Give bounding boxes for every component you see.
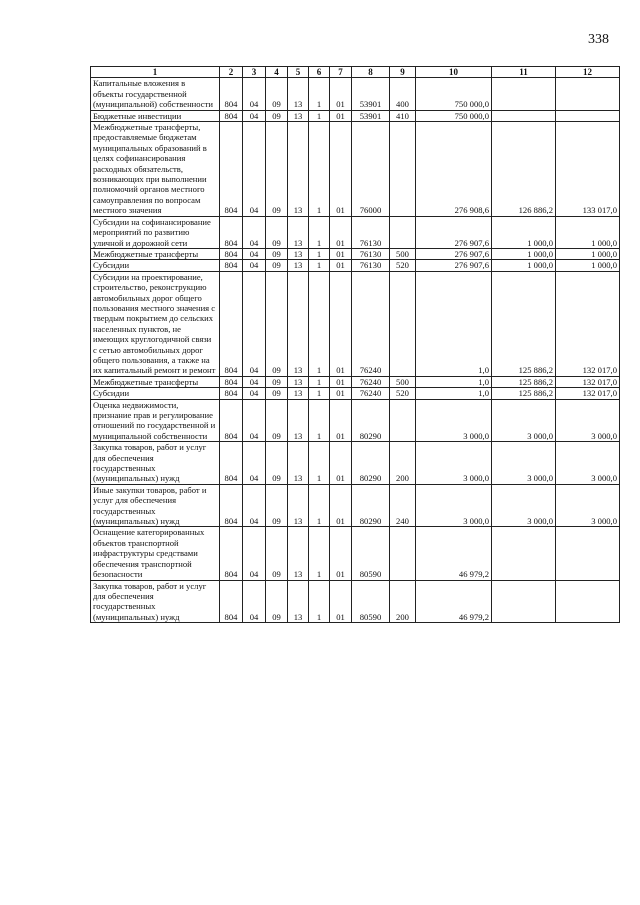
amount-col-10: 750 000,0 <box>416 110 492 121</box>
budget-table <box>90 66 620 623</box>
col-header: 4 <box>266 67 288 78</box>
code-subprogram: 1 <box>309 484 330 527</box>
amount-col-11: 1 000,0 <box>492 260 556 271</box>
row-name: Межбюджетные трансферты <box>91 376 220 387</box>
code-program: 13 <box>288 580 309 623</box>
code-section: 04 <box>243 376 266 387</box>
code-section: 04 <box>243 484 266 527</box>
code-direction: 80290 <box>352 399 390 442</box>
row-name: Оснащение категорированных объектов транспортной инфраструктуры средствами обеспечения транспортной безопасности <box>91 527 220 580</box>
code-program: 13 <box>288 376 309 387</box>
table-row <box>91 484 620 527</box>
code-subsection: 09 <box>266 271 288 376</box>
code-subsection: 09 <box>266 248 288 259</box>
code-expense-type: 500 <box>390 248 416 259</box>
row-name: Субсидии <box>91 388 220 399</box>
amount-col-10: 276 908,6 <box>416 122 492 217</box>
code-admin: 804 <box>220 376 243 387</box>
code-admin: 804 <box>220 110 243 121</box>
code-section: 04 <box>243 388 266 399</box>
col-header: 6 <box>309 67 330 78</box>
code-section: 04 <box>243 580 266 623</box>
code-subprogram: 1 <box>309 122 330 217</box>
code-expense-type: 240 <box>390 484 416 527</box>
code-direction: 76240 <box>352 271 390 376</box>
code-measure: 01 <box>330 122 352 217</box>
amount-col-10: 276 907,6 <box>416 248 492 259</box>
code-expense-type: 410 <box>390 110 416 121</box>
code-expense-type <box>390 399 416 442</box>
code-program: 13 <box>288 122 309 217</box>
code-direction: 76240 <box>352 388 390 399</box>
amount-col-10: 276 907,6 <box>416 260 492 271</box>
code-program: 13 <box>288 399 309 442</box>
code-admin: 804 <box>220 248 243 259</box>
amount-col-12 <box>556 580 620 623</box>
code-program: 13 <box>288 260 309 271</box>
code-program: 13 <box>288 442 309 485</box>
code-direction: 80590 <box>352 527 390 580</box>
code-measure: 01 <box>330 271 352 376</box>
code-admin: 804 <box>220 580 243 623</box>
code-admin: 804 <box>220 78 243 110</box>
code-subprogram: 1 <box>309 376 330 387</box>
amount-col-11: 1 000,0 <box>492 216 556 248</box>
code-measure: 01 <box>330 248 352 259</box>
col-header: 1 <box>91 67 220 78</box>
amount-col-12: 132 017,0 <box>556 271 620 376</box>
amount-col-10: 3 000,0 <box>416 484 492 527</box>
row-name: Иные закупки товаров, работ и услуг для обеспечения государственных (муниципальных) нужд <box>91 484 220 527</box>
code-direction: 80290 <box>352 484 390 527</box>
code-measure: 01 <box>330 260 352 271</box>
code-expense-type <box>390 216 416 248</box>
amount-col-10: 3 000,0 <box>416 442 492 485</box>
code-measure: 01 <box>330 442 352 485</box>
amount-col-10: 276 907,6 <box>416 216 492 248</box>
code-measure: 01 <box>330 580 352 623</box>
code-section: 04 <box>243 216 266 248</box>
amount-col-11 <box>492 527 556 580</box>
code-section: 04 <box>243 442 266 485</box>
amount-col-10: 46 979,2 <box>416 527 492 580</box>
amount-col-10: 1,0 <box>416 376 492 387</box>
amount-col-12: 3 000,0 <box>556 399 620 442</box>
code-measure: 01 <box>330 78 352 110</box>
amount-col-10: 46 979,2 <box>416 580 492 623</box>
code-subsection: 09 <box>266 580 288 623</box>
row-name: Межбюджетные трансферты <box>91 248 220 259</box>
table-header-row <box>91 67 620 78</box>
table-row <box>91 388 620 399</box>
code-subsection: 09 <box>266 442 288 485</box>
code-admin: 804 <box>220 388 243 399</box>
code-expense-type: 520 <box>390 388 416 399</box>
amount-col-11 <box>492 580 556 623</box>
code-direction: 76240 <box>352 376 390 387</box>
code-program: 13 <box>288 271 309 376</box>
code-expense-type: 520 <box>390 260 416 271</box>
code-section: 04 <box>243 399 266 442</box>
amount-col-12 <box>556 527 620 580</box>
code-direction: 76130 <box>352 248 390 259</box>
code-program: 13 <box>288 388 309 399</box>
code-section: 04 <box>243 527 266 580</box>
amount-col-12: 132 017,0 <box>556 376 620 387</box>
row-name: Закупка товаров, работ и услуг для обеспечения государственных (муниципальных) нужд <box>91 580 220 623</box>
code-section: 04 <box>243 78 266 110</box>
code-subsection: 09 <box>266 399 288 442</box>
row-name: Субсидии на проектирование, строительство, реконструкцию автомобильных дорог общего пользования местного значения с твердым покрытием до сельских населенных пунктов, не имеющих круглогодичной связи с сетью автомобильных дорог общего пользования, а также на их капитальный ремонт и ремонт <box>91 271 220 376</box>
amount-col-12: 132 017,0 <box>556 388 620 399</box>
table-row <box>91 78 620 110</box>
code-subprogram: 1 <box>309 442 330 485</box>
code-expense-type: 200 <box>390 442 416 485</box>
code-admin: 804 <box>220 216 243 248</box>
amount-col-11: 125 886,2 <box>492 388 556 399</box>
code-expense-type <box>390 527 416 580</box>
table-row <box>91 376 620 387</box>
amount-col-12: 1 000,0 <box>556 260 620 271</box>
code-measure: 01 <box>330 484 352 527</box>
code-section: 04 <box>243 248 266 259</box>
code-subprogram: 1 <box>309 260 330 271</box>
code-section: 04 <box>243 122 266 217</box>
col-header: 8 <box>352 67 390 78</box>
code-measure: 01 <box>330 388 352 399</box>
code-program: 13 <box>288 216 309 248</box>
amount-col-12 <box>556 110 620 121</box>
code-expense-type <box>390 271 416 376</box>
amount-col-11 <box>492 78 556 110</box>
code-subprogram: 1 <box>309 580 330 623</box>
code-measure: 01 <box>330 216 352 248</box>
code-subprogram: 1 <box>309 78 330 110</box>
col-header: 3 <box>243 67 266 78</box>
code-expense-type <box>390 122 416 217</box>
code-subprogram: 1 <box>309 110 330 121</box>
table-row <box>91 216 620 248</box>
code-subprogram: 1 <box>309 388 330 399</box>
row-name: Капитальные вложения в объекты государственной (муниципальной) собственности <box>91 78 220 110</box>
amount-col-11: 3 000,0 <box>492 484 556 527</box>
amount-col-11: 3 000,0 <box>492 399 556 442</box>
code-expense-type: 200 <box>390 580 416 623</box>
code-section: 04 <box>243 260 266 271</box>
amount-col-10: 750 000,0 <box>416 78 492 110</box>
amount-col-10: 1,0 <box>416 388 492 399</box>
row-name: Закупка товаров, работ и услуг для обеспечения государственных (муниципальных) нужд <box>91 442 220 485</box>
code-subprogram: 1 <box>309 216 330 248</box>
amount-col-11: 125 886,2 <box>492 376 556 387</box>
code-measure: 01 <box>330 110 352 121</box>
code-measure: 01 <box>330 527 352 580</box>
amount-col-11: 125 886,2 <box>492 271 556 376</box>
code-program: 13 <box>288 78 309 110</box>
code-subprogram: 1 <box>309 527 330 580</box>
amount-col-11: 126 886,2 <box>492 122 556 217</box>
table-row <box>91 271 620 376</box>
code-subsection: 09 <box>266 122 288 217</box>
code-section: 04 <box>243 110 266 121</box>
code-admin: 804 <box>220 122 243 217</box>
amount-col-12: 3 000,0 <box>556 484 620 527</box>
row-name: Субсидии <box>91 260 220 271</box>
table-row <box>91 442 620 485</box>
code-admin: 804 <box>220 442 243 485</box>
code-admin: 804 <box>220 271 243 376</box>
amount-col-12: 1 000,0 <box>556 216 620 248</box>
amount-col-11: 3 000,0 <box>492 442 556 485</box>
code-admin: 804 <box>220 527 243 580</box>
amount-col-12: 1 000,0 <box>556 248 620 259</box>
code-admin: 804 <box>220 484 243 527</box>
table-row <box>91 580 620 623</box>
row-name: Оценка недвижимости, признание прав и регулирование отношений по государственной и муниципальной собственности <box>91 399 220 442</box>
code-admin: 804 <box>220 260 243 271</box>
row-name: Межбюджетные трансферты, предоставляемые бюджетам муниципальных образований в целях софинансирования расходных обязательств, возникающих при выполнении полномочий органов местного самоуправления по вопросам местного значения <box>91 122 220 217</box>
code-program: 13 <box>288 248 309 259</box>
table-row <box>91 110 620 121</box>
code-subsection: 09 <box>266 110 288 121</box>
col-header: 10 <box>416 67 492 78</box>
amount-col-11: 1 000,0 <box>492 248 556 259</box>
code-expense-type: 500 <box>390 376 416 387</box>
table-row <box>91 399 620 442</box>
page-number: 338 <box>588 32 609 47</box>
code-subprogram: 1 <box>309 248 330 259</box>
table-row <box>91 260 620 271</box>
amount-col-12: 3 000,0 <box>556 442 620 485</box>
amount-col-11 <box>492 110 556 121</box>
code-subsection: 09 <box>266 216 288 248</box>
row-name: Бюджетные инвестиции <box>91 110 220 121</box>
amount-col-12 <box>556 78 620 110</box>
code-program: 13 <box>288 527 309 580</box>
amount-col-10: 1,0 <box>416 271 492 376</box>
code-admin: 804 <box>220 399 243 442</box>
code-direction: 76130 <box>352 260 390 271</box>
amount-col-10: 3 000,0 <box>416 399 492 442</box>
table-row <box>91 122 620 217</box>
code-subprogram: 1 <box>309 271 330 376</box>
code-subsection: 09 <box>266 260 288 271</box>
code-direction: 80590 <box>352 580 390 623</box>
code-subsection: 09 <box>266 484 288 527</box>
code-measure: 01 <box>330 399 352 442</box>
code-direction: 53901 <box>352 110 390 121</box>
code-direction: 76130 <box>352 216 390 248</box>
code-direction: 53901 <box>352 78 390 110</box>
code-direction: 76000 <box>352 122 390 217</box>
code-program: 13 <box>288 484 309 527</box>
code-subsection: 09 <box>266 388 288 399</box>
col-header: 2 <box>220 67 243 78</box>
code-section: 04 <box>243 271 266 376</box>
row-name: Субсидии на софинансирование мероприятий по развитию уличной и дорожной сети <box>91 216 220 248</box>
code-expense-type: 400 <box>390 78 416 110</box>
col-header: 7 <box>330 67 352 78</box>
code-subsection: 09 <box>266 527 288 580</box>
code-direction: 80290 <box>352 442 390 485</box>
code-measure: 01 <box>330 376 352 387</box>
code-subprogram: 1 <box>309 399 330 442</box>
code-program: 13 <box>288 110 309 121</box>
code-subsection: 09 <box>266 376 288 387</box>
col-header: 11 <box>492 67 556 78</box>
col-header: 12 <box>556 67 620 78</box>
col-header: 9 <box>390 67 416 78</box>
col-header: 5 <box>288 67 309 78</box>
amount-col-12: 133 017,0 <box>556 122 620 217</box>
table-row <box>91 527 620 580</box>
code-subsection: 09 <box>266 78 288 110</box>
table-row <box>91 248 620 259</box>
